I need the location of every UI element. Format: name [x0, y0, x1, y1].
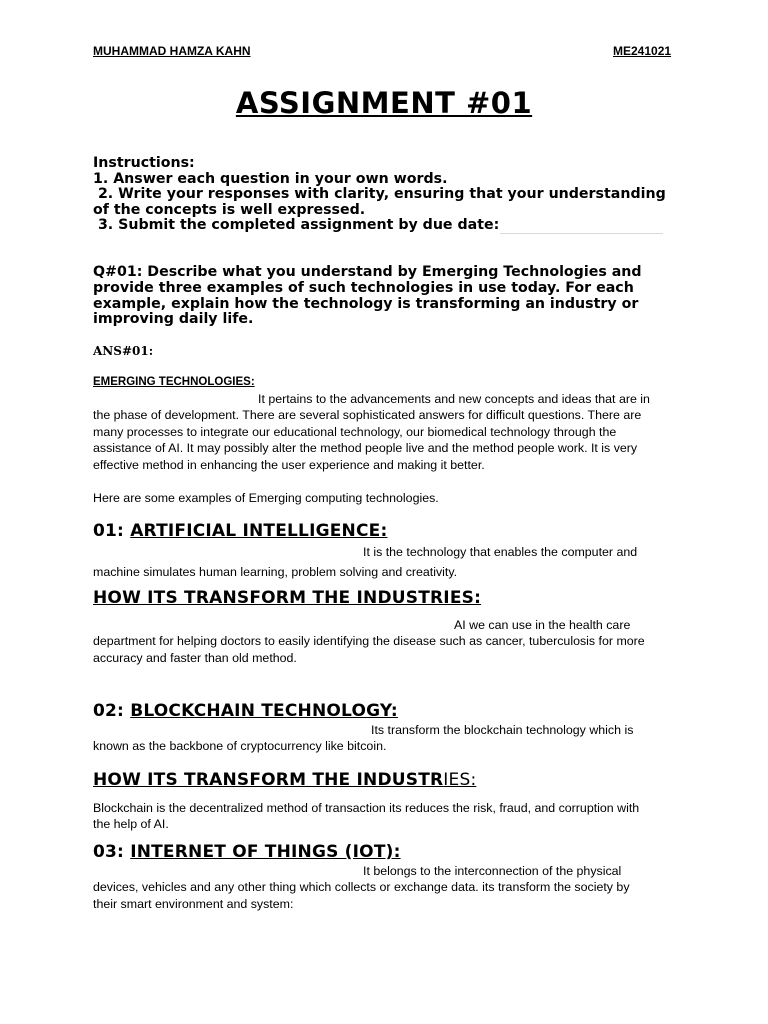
paragraph-line: their smart environment and system:: [93, 896, 294, 911]
paragraph-line: accuracy and faster than old method.: [93, 650, 297, 665]
section-heading-ai: [93, 521, 678, 541]
examples-intro: Here are some examples of Emerging computing technologies.: [93, 491, 439, 505]
blockchain-transform-paragraph: [93, 800, 678, 833]
section-title: INTERNET OF THINGS (IOT):: [130, 842, 401, 862]
due-date-line: [500, 233, 663, 234]
paragraph-line: Its transform the blockchain technology which is: [371, 723, 634, 737]
instructions-heading: Instructions:: [93, 155, 195, 171]
section-title: BLOCKCHAIN TECHNOLOGY:: [130, 701, 398, 721]
student-id: ME241021: [613, 44, 672, 58]
blockchain-paragraph: [93, 722, 678, 755]
iot-paragraph: [93, 863, 678, 912]
transform-heading: HOW ITS TRANSFORM THE INDUSTR: [93, 770, 444, 790]
assignment-title: ASSIGNMENT #01: [235, 86, 533, 120]
ai-paragraph: [93, 542, 678, 582]
paragraph-line: AI we can use in the health care: [454, 618, 631, 632]
paragraph-line: It pertains to the advancements and new concepts and ideas that are in: [258, 392, 650, 406]
blockchain-transform-heading: [93, 770, 678, 790]
answer-label: ANS#01:: [93, 344, 154, 358]
instruction-item: 1. Answer each question in your own words.: [93, 170, 448, 187]
paragraph-line: effective method in enhancing the user experience and making it better.: [93, 457, 485, 472]
question-line: improving daily life.: [93, 311, 254, 328]
paragraph-line: assistance of AI. It may possibly alter the method people live and the method people work. It is very: [93, 441, 638, 456]
paragraph-line: devices, vehicles and any other thing which collects or exchange data. its transform the society by: [93, 880, 630, 895]
section-title: ARTIFICIAL INTELLIGENCE:: [130, 521, 388, 541]
author-name: MUHAMMAD HAMZA KAHN: [93, 44, 251, 58]
section-number: 03:: [93, 842, 131, 862]
paragraph-line: machine simulates human learning, problem solving and creativity.: [93, 565, 458, 579]
instructions-block: [93, 156, 678, 234]
question-line: example, explain how the technology is transforming an industry or: [93, 295, 639, 312]
emerging-tech-heading: EMERGING TECHNOLOGIES:: [93, 376, 255, 388]
instruction-item: 3. Submit the completed assignment by due date:: [93, 217, 500, 234]
instruction-item: 2. Write your responses with clarity, ensuring that your understanding: [93, 186, 666, 203]
section-number: 02:: [93, 701, 131, 721]
section-number: 01:: [93, 521, 131, 541]
ai-transform-heading: [93, 588, 678, 608]
question-line: Q#01: Describe what you understand by Emerging Technologies and: [93, 264, 642, 280]
intro-paragraph: [93, 391, 678, 473]
paragraph-line: Blockchain is the decentralized method of transaction its reduces the risk, fraud, and corruption with: [93, 801, 640, 815]
paragraph-line: It belongs to the interconnection of the physical: [363, 864, 622, 878]
paragraph-line: many processes to integrate our educational technology, our biomedical technology through the: [93, 424, 617, 439]
paragraph-line: the help of AI.: [93, 817, 169, 832]
instruction-item: of the concepts is well expressed.: [93, 201, 366, 218]
paragraph-line: department for helping doctors to easily identifying the disease such as cancer, tuberculosis for more: [93, 634, 645, 649]
section-heading-blockchain: [93, 701, 678, 721]
paragraph-line: the phase of development. There are several sophisticated answers for difficult questions. There are: [93, 408, 642, 423]
transform-heading-tail: IES:: [443, 770, 477, 790]
paragraph-line: It is the technology that enables the computer and: [363, 545, 638, 559]
question-line: provide three examples of such technologies in use today. For each: [93, 279, 634, 296]
section-heading-iot: [93, 842, 678, 862]
question-block: [93, 265, 678, 328]
ai-transform-paragraph: [93, 617, 678, 666]
paragraph-line: known as the backbone of cryptocurrency like bitcoin.: [93, 739, 387, 754]
transform-heading: HOW ITS TRANSFORM THE INDUSTRIES:: [93, 588, 482, 608]
